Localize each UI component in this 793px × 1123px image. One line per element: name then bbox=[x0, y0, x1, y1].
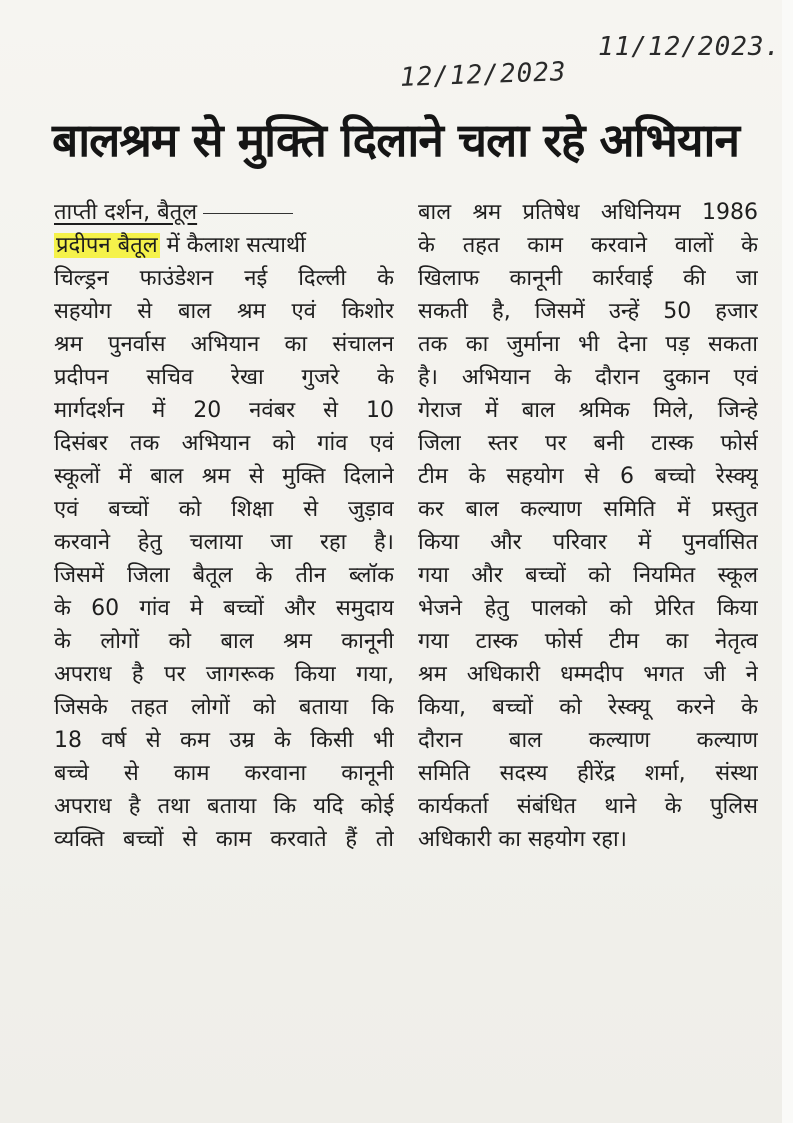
left-line: जिसके तहत लोगों को बताया कि bbox=[54, 695, 394, 720]
article-column-left bbox=[54, 196, 394, 856]
right-line: टीम के सहयोग से 6 बच्चो रेस्क्यू bbox=[418, 464, 758, 489]
right-line: कार्यकर्ता संबंधित थाने के पुलिस bbox=[418, 794, 758, 819]
left-line: चिल्ड्रन फाउंडेशन नई दिल्ली के bbox=[54, 266, 394, 291]
left-line: करवाने हेतु चलाया जा रहा है। bbox=[54, 530, 394, 555]
left-line: सहयोग से बाल श्रम एवं किशोर bbox=[54, 299, 394, 324]
left-line: स्कूलों में बाल श्रम से मुक्ति दिलाने bbox=[54, 464, 394, 489]
handwritten-date-second: 12/12/2023 bbox=[399, 57, 568, 93]
right-line-last: अधिकारी का सहयोग रहा। bbox=[418, 827, 628, 852]
right-line: जिला स्तर पर बनी टास्क फोर्स bbox=[418, 431, 758, 456]
right-line: खिलाफ कानूनी कार्रवाई की जा bbox=[418, 266, 758, 291]
left-line: जिसमें जिला बैतूल के तीन ब्लॉक bbox=[54, 563, 394, 588]
right-line: किया, बच्चों को रेस्क्यू करने के bbox=[418, 695, 758, 720]
right-line: के तहत काम करवाने वालों के bbox=[418, 233, 758, 258]
right-line: किया और परिवार में पुनर्वासित bbox=[418, 530, 758, 555]
first-line bbox=[54, 229, 394, 262]
left-line: 18 वर्ष से कम उम्र के किसी भी bbox=[54, 728, 394, 753]
right-line: गेराज में बाल श्रमिक मिले, जिन्हे bbox=[418, 398, 758, 423]
left-line: अपराध है तथा बताया कि यदि कोई bbox=[54, 794, 394, 819]
right-line: गया और बच्चों को नियमित स्कूल bbox=[418, 563, 758, 588]
right-line: गया टास्क फोर्स टीम का नेतृत्व bbox=[418, 629, 758, 654]
right-line: दौरान बाल कल्याण कल्याण bbox=[418, 728, 758, 753]
right-line: तक का जुर्माना भी देना पड़ सकता bbox=[418, 332, 758, 357]
dateline: ताप्ती दर्शन, बैतूल bbox=[54, 200, 198, 225]
right-line: है। अभियान के दौरान दुकान एवं bbox=[418, 365, 758, 390]
left-line: मार्गदर्शन में 20 नवंबर से 10 bbox=[54, 398, 394, 423]
left-line: अपराध है पर जागरूक किया गया, bbox=[54, 662, 394, 687]
left-line: बच्चे से काम करवाना कानूनी bbox=[54, 761, 394, 786]
left-line: व्यक्ति बच्चों से काम करवाते हैं तो bbox=[54, 827, 394, 852]
left-line: श्रम पुनर्वास अभियान का संचालन bbox=[54, 332, 394, 357]
right-line: श्रम अधिकारी धम्मदीप भगत जी ने bbox=[418, 662, 758, 687]
right-line: सकती है, जिसमें उन्हें 50 हजार bbox=[418, 299, 758, 324]
right-line: बाल श्रम प्रतिषेध अधिनियम 1986 bbox=[418, 200, 758, 225]
highlighted-text: प्रदीपन बैतूल bbox=[56, 233, 158, 258]
handwritten-date-top: 11/12/2023. bbox=[598, 32, 782, 62]
article-column-right bbox=[418, 196, 758, 856]
article-headline: बालश्रम से मुक्ति दिलाने चला रहे अभियान bbox=[52, 113, 739, 167]
left-line: के 60 गांव मे बच्चों और समुदाय bbox=[54, 596, 394, 621]
first-line-rest: में कैलाश सत्यार्थी bbox=[166, 233, 306, 258]
left-line: एवं बच्चों को शिक्षा से जुड़ाव bbox=[54, 497, 394, 522]
dateline-rule bbox=[203, 213, 293, 214]
dateline-row bbox=[54, 196, 394, 229]
page-edge bbox=[782, 0, 793, 1123]
right-line: समिति सदस्य हीरेंद्र शर्मा, संस्था bbox=[418, 761, 758, 786]
left-line: के लोगों को बाल श्रम कानूनी bbox=[54, 629, 394, 654]
right-line: कर बाल कल्याण समिति में प्रस्तुत bbox=[418, 497, 758, 522]
right-line: भेजने हेतु पालको को प्रेरित किया bbox=[418, 596, 758, 621]
left-line: दिसंबर तक अभियान को गांव एवं bbox=[54, 431, 394, 456]
left-line: प्रदीपन सचिव रेखा गुजरे के bbox=[54, 365, 394, 390]
